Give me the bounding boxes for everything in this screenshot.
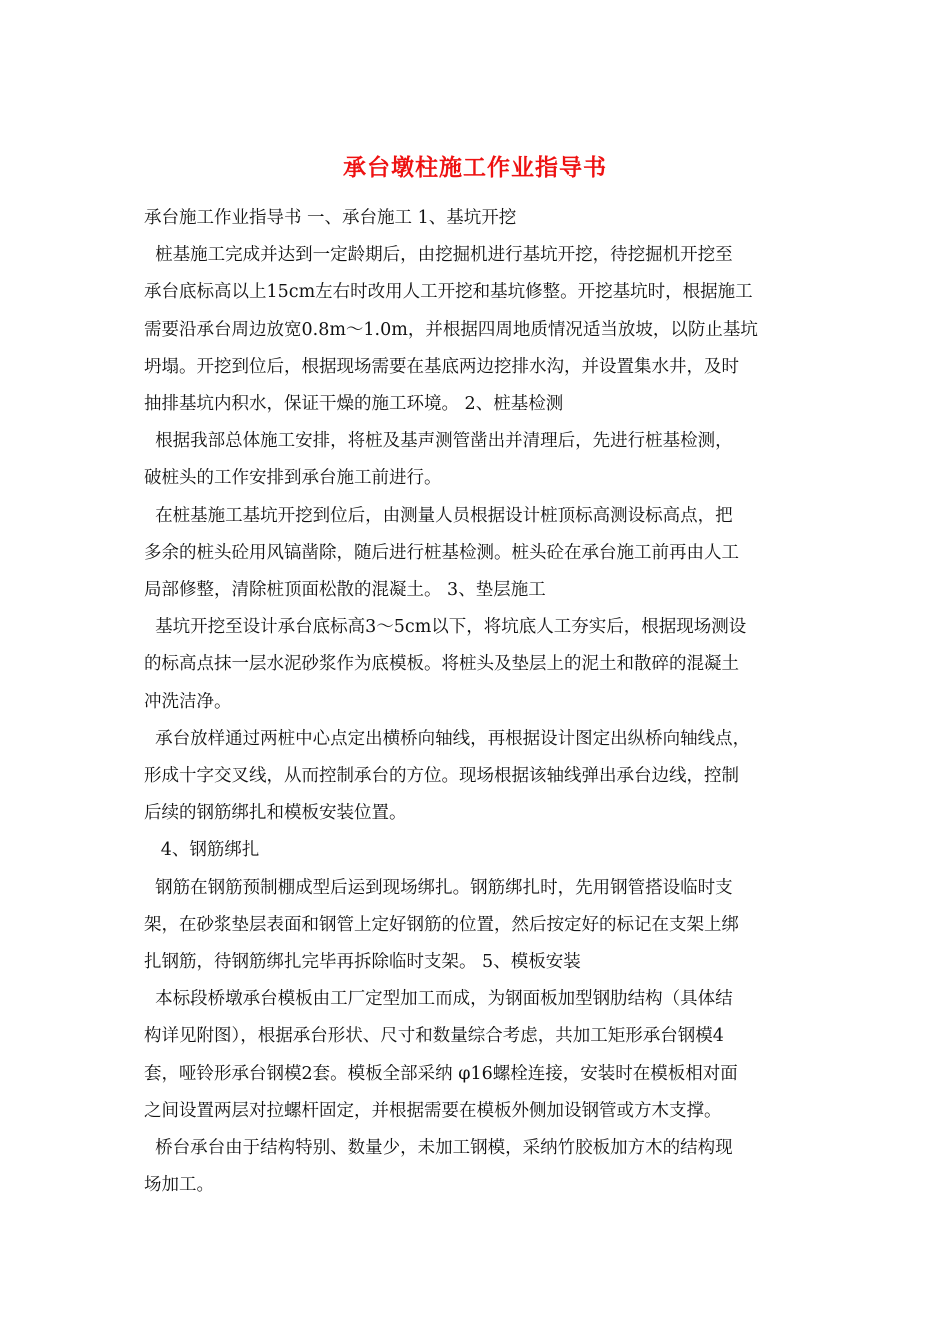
document-line: 套，哑铃形承台钢模2套。模板全部采纳 φ16螺栓连接，安装时在模板相对面 (144, 1063, 738, 1084)
document-line: 的标高点抹一层水泥砂浆作为底模板。将桩头及垫层上的泥土和散碎的混凝土 (144, 654, 739, 675)
document-line: 破桩头的工作安排到承台施工前进行。 (144, 468, 442, 489)
document-line: 后续的钢筋绑扎和模板安装位置。 (144, 803, 407, 824)
document-line: 局部修整，清除桩顶面松散的混凝土。 3、垫层施工 (144, 580, 546, 600)
document-line: 场加工。 (144, 1175, 214, 1196)
document-line: 多余的桩头砼用风镐凿除，随后进行桩基检测。桩头砼在承台施工前再由人工 (144, 542, 739, 563)
document-line: 承台放样通过两桩中心点定出横桥向轴线，再根据设计图定出纵桥向轴线点， (144, 728, 751, 749)
document-line: 抽排基坑内积水，保证干燥的施工环境。 2、桩基检测 (144, 394, 564, 414)
document-title: 承台墩柱施工作业指导书 (343, 154, 607, 181)
document-line: 钢筋在钢筋预制棚成型后运到现场绑扎。钢筋绑扎时，先用钢管搭设临时支 (144, 877, 733, 898)
document-line: 架，在砂浆垫层表面和钢管上定好钢筋的位置，然后按定好的标记在支架上绑 (144, 914, 739, 935)
document-line: 坍塌。开挖到位后，根据现场需要在基底两边挖排水沟，并设置集水井，及时 (144, 356, 739, 377)
document-line: 基坑开挖至设计承台底标高3～5cm以下，将坑底人工夯实后，根据现场测设 (144, 617, 747, 638)
document-line: 承台施工作业指导书 一、承台施工 1、基坑开挖 (144, 208, 517, 228)
document-line: 构详见附图），根据承台形状、尺寸和数量综合考虑，共加工矩形承台钢模4 (144, 1026, 724, 1047)
document-line: 扎钢筋，待钢筋绑扎完毕再拆除临时支架。 5、模板安装 (144, 952, 581, 972)
document-line: 本标段桥墩承台模板由工厂定型加工而成，为钢面板加型钢肋结构（具体结 (144, 989, 733, 1010)
document-line: 在桩基施工基坑开挖到位后，由测量人员根据设计桩顶标高测设标高点，把 (144, 505, 733, 526)
document-line: 4、钢筋绑扎 (144, 840, 260, 861)
document-line: 形成十字交叉线，从而控制承台的方位。现场根据该轴线弹出承台边线，控制 (144, 766, 739, 786)
document-line: 冲洗洁净。 (144, 691, 232, 712)
document-line: 根据我部总体施工安排，将桩及基声测管凿出并清理后，先进行桩基检测， (144, 431, 733, 452)
document-line: 承台底标高以上15cm左右时改用人工开挖和基坑修整。开挖基坑时，根据施工 (144, 282, 753, 303)
document-line: 之间设置两层对拉螺杆固定，并根据需要在模板外侧加设钢管或方木支撑。 (144, 1100, 722, 1121)
document-line: 桩基施工完成并达到一定龄期后，由挖掘机进行基坑开挖，待挖掘机开挖至 (144, 245, 733, 266)
document-line: 桥台承台由于结构特别、数量少，未加工钢模，采纳竹胶板加方木的结构现 (144, 1138, 733, 1158)
document-line: 需要沿承台周边放宽0.8m～1.0m，并根据四周地质情况适当放坡，以防止基坑 (144, 319, 758, 340)
